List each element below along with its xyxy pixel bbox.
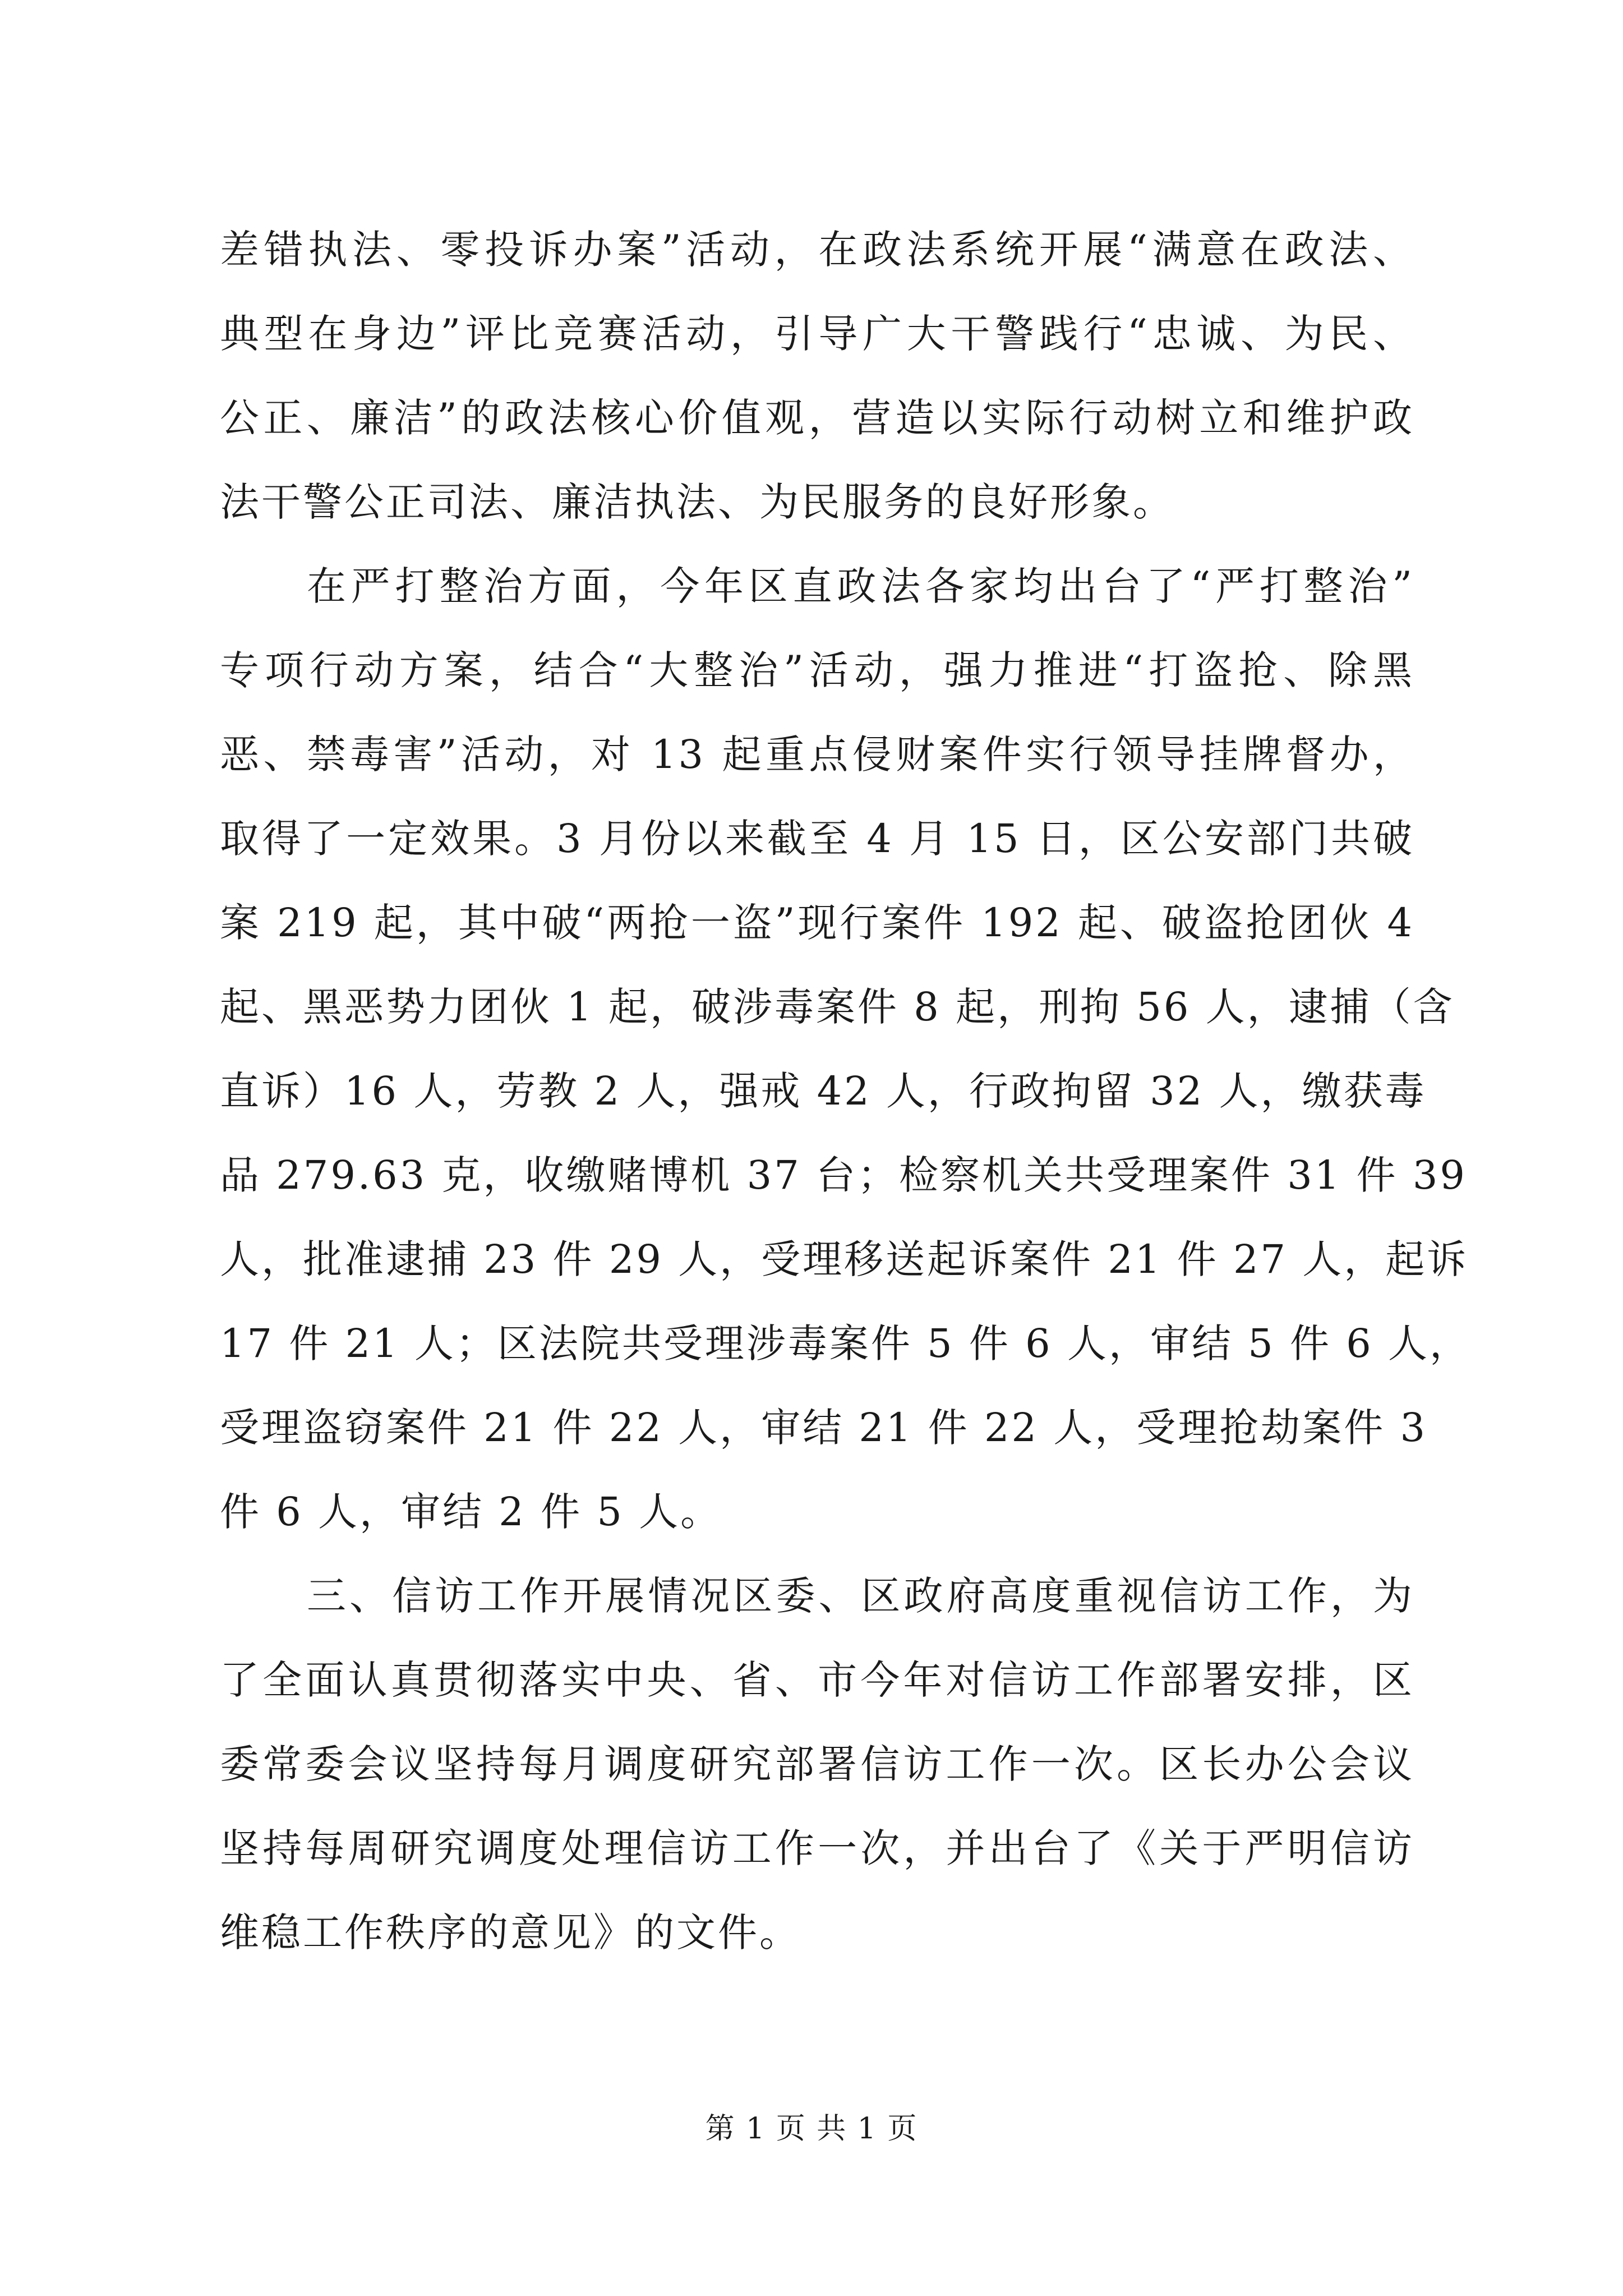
text-line: 维稳工作秩序的意见》的文件。 (220, 1910, 801, 1955)
text-line: 法干警公正司法、廉洁执法、为民服务的良好形象。 (220, 479, 1174, 525)
paragraph (220, 1554, 1414, 1975)
text-line: 受理盗窃案件 21 件 22 人，审结 21 件 22 人，受理抢劫案件 3 (220, 1405, 1428, 1451)
text-line: 17 件 21 人；区法院共受理涉毒案件 5 件 6 人，审结 5 件 6 人， (220, 1320, 1472, 1366)
text-line: 坚持每周研究调度处理信访工作一次，并出台了《关于严明信访 (220, 1825, 1414, 1871)
text-line: 起、黑恶势力团伙 1 起，破涉毒案件 8 起，刑拘 56 人，逮捕（含 (220, 984, 1455, 1030)
paragraph (220, 544, 1472, 1554)
text-line: 差错执法、零投诉办案”活动，在政法系统开展“满意在政法、 (220, 227, 1414, 273)
text-line: 件 6 人，审结 2 件 5 人。 (220, 1489, 722, 1535)
page-footer: 第 1 页 共 1 页 (705, 2112, 918, 2146)
text-line: 直诉）16 人，劳教 2 人，强戒 42 人，行政拘留 32 人，缴获毒 (220, 1068, 1427, 1114)
text-line: 在严打整治方面，今年区直政法各家均出台了“严打整治” (307, 563, 1414, 609)
text-line: 人，批准逮捕 23 件 29 人，受理移送起诉案件 21 件 27 人，起诉 (220, 1236, 1469, 1282)
text-line: 公正、廉洁”的政法核心价值观，营造以实际行动树立和维护政 (220, 395, 1414, 441)
text-line: 了全面认真贯彻落实中央、省、市今年对信访工作部署安排，区 (220, 1657, 1414, 1703)
text-line: 取得了一定效果。3 月份以来截至 4 月 15 日，区公安部门共破 (220, 816, 1414, 862)
text-line: 案 219 起，其中破“两抢一盗”现行案件 192 起、破盗抢团伙 4 (220, 900, 1414, 946)
document-body (220, 208, 1472, 1975)
paragraph (220, 208, 1414, 544)
text-line: 恶、禁毒害”活动，对 13 起重点侵财案件实行领导挂牌督办， (220, 731, 1414, 777)
text-line: 典型在身边”评比竞赛活动，引导广大干警践行“忠诚、为民、 (220, 311, 1414, 357)
text-line: 三、信访工作开展情况区委、区政府高度重视信访工作，为 (307, 1573, 1414, 1619)
text-line: 品 279.63 克，收缴赌博机 37 台；检察机关共受理案件 31 件 39 (220, 1152, 1467, 1198)
text-line: 专项行动方案，结合“大整治”活动，强力推进“打盗抢、除黑 (220, 647, 1414, 693)
text-line: 委常委会议坚持每月调度研究部署信访工作一次。区长办公会议 (220, 1741, 1414, 1787)
